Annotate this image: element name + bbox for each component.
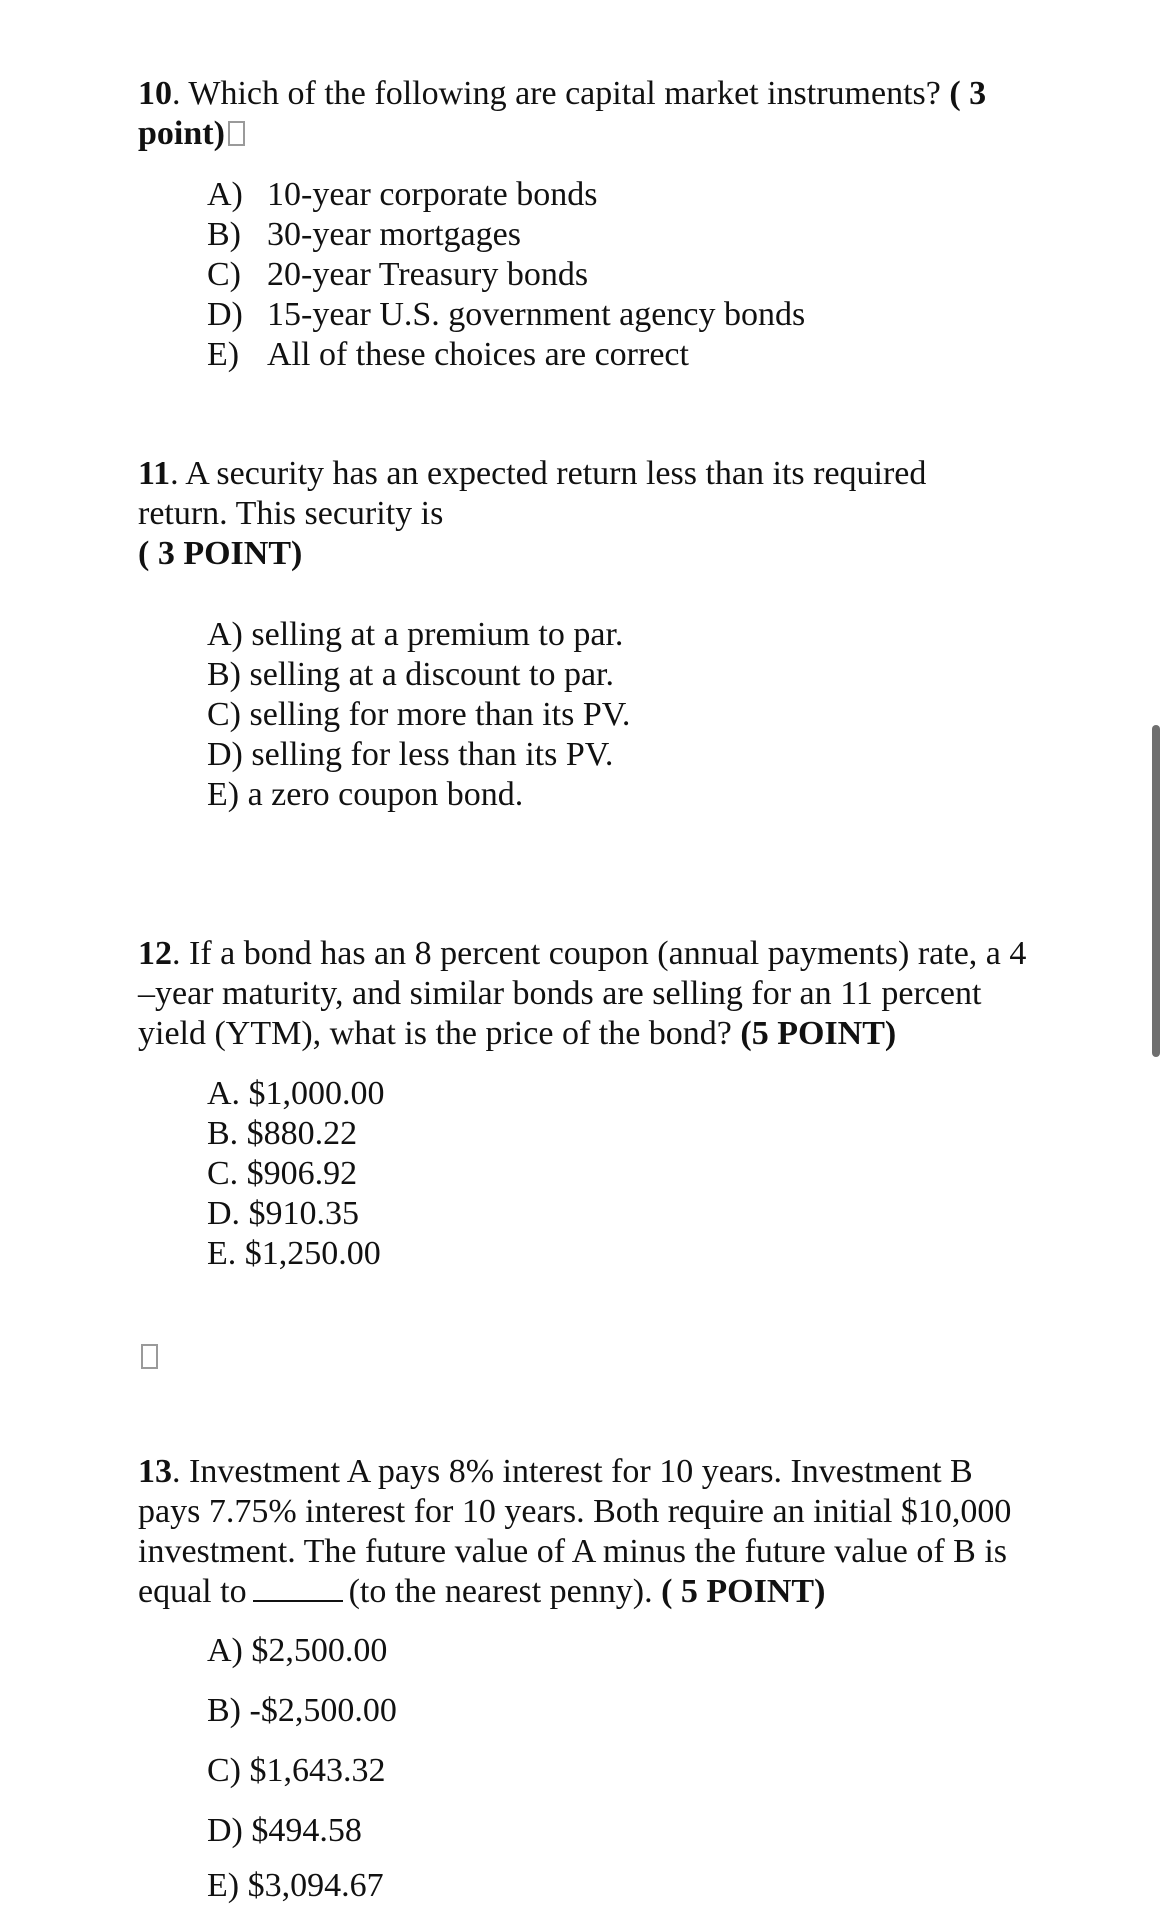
- missing-glyph-icon: [228, 121, 245, 146]
- question-11-text-line2: return. This security is: [138, 495, 444, 532]
- question-13-option-b[interactable]: B) -$2,500.00: [207, 1692, 397, 1729]
- question-10-stem: [138, 74, 1058, 154]
- question-12-points: (5 POINT): [740, 1015, 897, 1052]
- question-12-options: [207, 1074, 385, 1274]
- question-11-points: ( 3 POINT): [138, 535, 303, 572]
- question-12-option-d[interactable]: D. $910.35: [207, 1195, 360, 1232]
- question-13-points: ( 5 POINT): [661, 1573, 826, 1610]
- question-12-option-e[interactable]: E. $1,250.00: [207, 1235, 381, 1272]
- question-11-option-d[interactable]: D) selling for less than its PV.: [207, 736, 614, 773]
- question-11-option-e[interactable]: E) a zero coupon bond.: [207, 776, 524, 813]
- question-10-option-a[interactable]: A) 10-year corporate bonds: [207, 176, 598, 213]
- question-12-text: . If a bond has an 8 percent coupon (annual payments) rate, a 4 –year maturity, and similar bonds are selling for an 11 percent yield (YTM), what is the price of the bond?: [138, 935, 1027, 1052]
- question-10-option-c[interactable]: C) 20-year Treasury bonds: [207, 256, 589, 293]
- scrollbar-thumb[interactable]: [1152, 725, 1160, 1057]
- question-12-number: 12: [138, 935, 172, 972]
- question-10-option-e[interactable]: E) All of these choices are correct: [207, 336, 689, 373]
- question-13-option-c[interactable]: C) $1,643.32: [207, 1752, 386, 1789]
- question-12-option-c[interactable]: C. $906.92: [207, 1155, 358, 1192]
- question-10-option-b[interactable]: B) 30-year mortgages: [207, 216, 521, 253]
- question-11-text-line1: . A security has an expected return less than its required: [170, 455, 927, 492]
- question-11-option-c[interactable]: C) selling for more than its PV.: [207, 696, 631, 733]
- question-11-number: 11: [138, 455, 171, 492]
- question-11-options: [207, 615, 630, 815]
- question-13-text-part2: (to the nearest penny).: [348, 1573, 662, 1610]
- question-13-option-d[interactable]: D) $494.58: [207, 1812, 362, 1849]
- question-12-stem: [138, 934, 1038, 1054]
- question-10-options: [207, 175, 805, 375]
- question-12-option-a[interactable]: A. $1,000.00: [207, 1075, 385, 1112]
- question-10-option-d[interactable]: D) 15-year U.S. government agency bonds: [207, 296, 806, 333]
- question-10-text: . Which of the following are capital market instruments?: [172, 75, 950, 112]
- question-13-option-e[interactable]: E) $3,094.67: [207, 1867, 384, 1904]
- missing-glyph-icon: [141, 1344, 158, 1369]
- answer-blank: [253, 1572, 343, 1602]
- question-11-stem: [138, 454, 1058, 574]
- question-11-option-a[interactable]: A) selling at a premium to par.: [207, 616, 624, 653]
- question-13-text-part1: . Investment A pays 8% interest for 10 years. Investment B pays 7.75% interest for 10 years. Both require an initial $10,000 investment. The future value of A minus the future value of B is equal to: [138, 1453, 1012, 1610]
- question-12-option-b[interactable]: B. $880.22: [207, 1115, 358, 1152]
- question-13-option-a[interactable]: A) $2,500.00: [207, 1632, 388, 1669]
- question-11-option-b[interactable]: B) selling at a discount to par.: [207, 656, 614, 693]
- question-10-number: 10: [138, 75, 172, 112]
- question-13-number: 13: [138, 1453, 172, 1490]
- question-13-stem: [138, 1452, 1043, 1612]
- question-10-points: ( 3 point): [138, 75, 987, 152]
- question-13-options: [207, 1631, 397, 1871]
